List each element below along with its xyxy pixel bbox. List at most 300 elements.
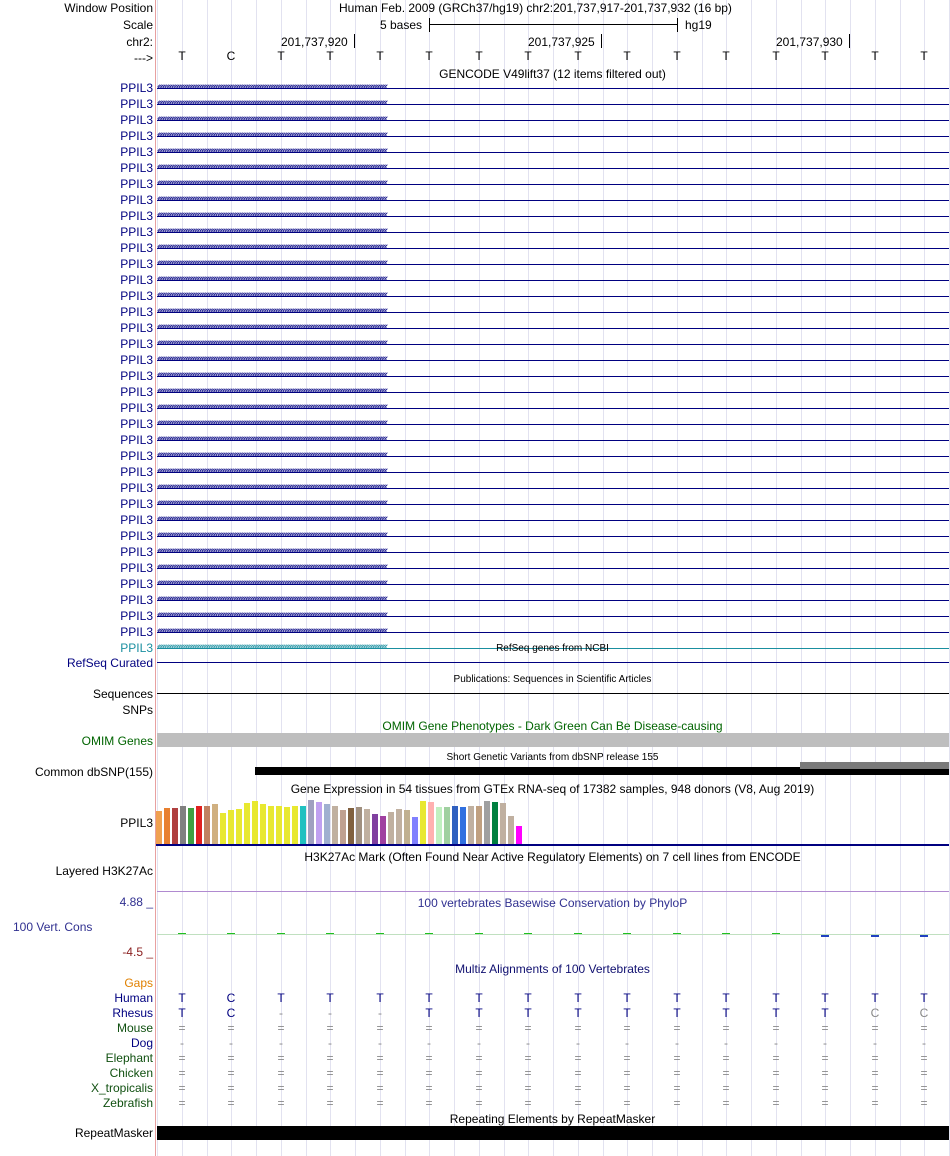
gtex-tissue-bar[interactable]	[396, 809, 402, 844]
gencode-transcript[interactable]	[157, 274, 949, 286]
strand-arrows: ‹‹‹‹‹‹‹‹‹‹‹‹‹‹‹‹‹‹‹‹‹‹‹‹‹‹‹‹‹‹‹‹‹‹‹‹‹‹‹‹‹‹‹‹‹‹‹‹‹‹‹‹‹‹‹‹‹‹‹‹‹‹‹‹‹‹‹‹‹‹‹‹‹‹‹‹‹‹‹‹‹‹‹‹‹‹‹‹‹‹‹‹‹‹‹‹‹‹‹‹‹‹‹‹‹‹‹‹‹‹‹‹‹‹‹‹‹‹‹‹‹‹‹‹‹‹‹‹‹‹	[157, 306, 387, 317]
alignment-base: -	[675, 1036, 679, 1050]
alignment-base: T	[277, 991, 285, 1005]
alignment-base: T	[574, 991, 582, 1005]
gtex-track-title[interactable]: Gene Expression in 54 tissues from GTEx RNA-seq of 17382 samples, 948 donors (V8, Aug 2019)	[290, 782, 815, 796]
gencode-transcript[interactable]	[157, 434, 949, 446]
gencode-gene-label[interactable]: PPIL3	[120, 97, 153, 111]
alignment-base: C	[919, 1006, 929, 1020]
gencode-transcript[interactable]	[157, 194, 949, 206]
alignment-base: =	[376, 1051, 384, 1065]
alignment-base: =	[178, 1096, 186, 1110]
alignment-base: =	[277, 1081, 285, 1095]
gtex-tissue-bar[interactable]	[188, 808, 194, 844]
strand-arrows: ‹‹‹‹‹‹‹‹‹‹‹‹‹‹‹‹‹‹‹‹‹‹‹‹‹‹‹‹‹‹‹‹‹‹‹‹‹‹‹‹‹‹‹‹‹‹‹‹‹‹‹‹‹‹‹‹‹‹‹‹‹‹‹‹‹‹‹‹‹‹‹‹‹‹‹‹‹‹‹‹‹‹‹‹‹‹‹‹‹‹‹‹‹‹‹‹‹‹‹‹‹‹‹‹‹‹‹‹‹‹‹‹‹‹‹‹‹‹‹‹‹‹‹‹‹‹‹‹‹‹	[157, 146, 387, 157]
gtex-bar-chart[interactable]	[156, 797, 556, 844]
gencode-transcript[interactable]	[157, 114, 949, 126]
alignment-base: =	[376, 1096, 384, 1110]
gtex-tissue-bar[interactable]	[508, 816, 514, 844]
publications-label[interactable]: Sequences	[92, 687, 153, 701]
alignment-base: =	[524, 1021, 532, 1035]
alignment-base: =	[376, 1066, 384, 1080]
strand-arrows: ‹‹‹‹‹‹‹‹‹‹‹‹‹‹‹‹‹‹‹‹‹‹‹‹‹‹‹‹‹‹‹‹‹‹‹‹‹‹‹‹‹‹‹‹‹‹‹‹‹‹‹‹‹‹‹‹‹‹‹‹‹‹‹‹‹‹‹‹‹‹‹‹‹‹‹‹‹‹‹‹‹‹‹‹‹‹‹‹‹‹‹‹‹‹‹‹‹‹‹‹‹‹‹‹‹‹‹‹‹‹‹‹‹‹‹‹‹‹‹‹‹‹‹‹‹‹‹‹‹‹	[157, 642, 387, 653]
gtex-tissue-bar[interactable]	[364, 809, 370, 844]
alignment-base: =	[425, 1081, 433, 1095]
gencode-gene-label[interactable]: PPIL3	[120, 465, 153, 479]
alignment-base: =	[178, 1051, 186, 1065]
strand-arrows: ‹‹‹‹‹‹‹‹‹‹‹‹‹‹‹‹‹‹‹‹‹‹‹‹‹‹‹‹‹‹‹‹‹‹‹‹‹‹‹‹‹‹‹‹‹‹‹‹‹‹‹‹‹‹‹‹‹‹‹‹‹‹‹‹‹‹‹‹‹‹‹‹‹‹‹‹‹‹‹‹‹‹‹‹‹‹‹‹‹‹‹‹‹‹‹‹‹‹‹‹‹‹‹‹‹‹‹‹‹‹‹‹‹‹‹‹‹‹‹‹‹‹‹‹‹‹‹‹‹‹	[157, 466, 387, 477]
gtex-tissue-bar[interactable]	[220, 813, 226, 844]
multiz-species-label[interactable]: Rhesus	[112, 1006, 153, 1020]
gencode-transcript[interactable]	[157, 242, 949, 254]
alignment-base: =	[920, 1066, 928, 1080]
gencode-gene-label[interactable]: PPIL3	[120, 273, 153, 287]
gencode-transcript[interactable]	[157, 514, 949, 526]
alignment-base: -	[774, 1036, 778, 1050]
gencode-transcript[interactable]	[157, 498, 949, 510]
gencode-gene-label[interactable]: PPIL3	[120, 241, 153, 255]
strand-arrows: ‹‹‹‹‹‹‹‹‹‹‹‹‹‹‹‹‹‹‹‹‹‹‹‹‹‹‹‹‹‹‹‹‹‹‹‹‹‹‹‹‹‹‹‹‹‹‹‹‹‹‹‹‹‹‹‹‹‹‹‹‹‹‹‹‹‹‹‹‹‹‹‹‹‹‹‹‹‹‹‹‹‹‹‹‹‹‹‹‹‹‹‹‹‹‹‹‹‹‹‹‹‹‹‹‹‹‹‹‹‹‹‹‹‹‹‹‹‹‹‹‹‹‹‹‹‹‹‹‹‹	[157, 562, 387, 573]
gencode-gene-label[interactable]: PPIL3	[120, 257, 153, 271]
gencode-transcript[interactable]	[157, 482, 949, 494]
alignment-base: =	[772, 1051, 780, 1065]
gtex-tissue-bar[interactable]	[420, 801, 426, 844]
refseq-track-title[interactable]: RefSeq genes from NCBI	[496, 643, 609, 654]
gtex-tissue-bar[interactable]	[324, 804, 330, 844]
alignment-base: -	[724, 1036, 728, 1050]
gtex-tissue-bar[interactable]	[228, 810, 234, 844]
gencode-transcript[interactable]	[157, 578, 949, 590]
gtex-tissue-bar[interactable]	[244, 803, 250, 844]
gencode-track-title[interactable]: GENCODE V49lift37 (12 items filtered out)	[439, 67, 666, 81]
gencode-gene-label[interactable]: PPIL3	[120, 289, 153, 303]
gtex-tissue-bar[interactable]	[252, 801, 258, 844]
alignment-base: =	[524, 1051, 532, 1065]
alignment-base: =	[227, 1021, 235, 1035]
gtex-tissue-bar[interactable]	[460, 807, 466, 844]
alignment-base: =	[376, 1021, 384, 1035]
gtex-tissue-bar[interactable]	[492, 802, 498, 844]
phylop-score-mark	[821, 935, 829, 937]
dbsnp-label[interactable]: Common dbSNP(155)	[34, 765, 153, 779]
gencode-transcript[interactable]	[157, 162, 949, 174]
alignment-base: -	[873, 1036, 877, 1050]
gtex-tissue-bar[interactable]	[340, 810, 346, 844]
gencode-gene-label[interactable]: PPIL3	[120, 593, 153, 607]
gencode-gene-label[interactable]: PPIL3	[120, 81, 153, 95]
gtex-tissue-bar[interactable]	[444, 807, 450, 844]
scale-db: hg19	[685, 18, 712, 32]
ruler-tick-label: 201,737,920	[281, 35, 348, 49]
alignment-base: =	[871, 1066, 879, 1080]
gtex-tissue-bar[interactable]	[196, 806, 202, 844]
alignment-base: =	[277, 1066, 285, 1080]
alignment-base: T	[425, 1006, 433, 1020]
image-left-border	[155, 0, 156, 1156]
phylop-zero-line	[157, 934, 949, 935]
gencode-gene-label[interactable]: PPIL3	[120, 177, 153, 191]
assembly-position-text: Human Feb. 2009 (GRCh37/hg19) chr2:201,737,917-201,737,932 (16 bp)	[339, 1, 732, 15]
strand-arrows: ‹‹‹‹‹‹‹‹‹‹‹‹‹‹‹‹‹‹‹‹‹‹‹‹‹‹‹‹‹‹‹‹‹‹‹‹‹‹‹‹‹‹‹‹‹‹‹‹‹‹‹‹‹‹‹‹‹‹‹‹‹‹‹‹‹‹‹‹‹‹‹‹‹‹‹‹‹‹‹‹‹‹‹‹‹‹‹‹‹‹‹‹‹‹‹‹‹‹‹‹‹‹‹‹‹‹‹‹‹‹‹‹‹‹‹‹‹‹‹‹‹‹‹‹‹‹‹‹‹‹	[157, 498, 387, 509]
gencode-gene-label[interactable]: PPIL3	[120, 161, 153, 175]
strand-arrows: ‹‹‹‹‹‹‹‹‹‹‹‹‹‹‹‹‹‹‹‹‹‹‹‹‹‹‹‹‹‹‹‹‹‹‹‹‹‹‹‹‹‹‹‹‹‹‹‹‹‹‹‹‹‹‹‹‹‹‹‹‹‹‹‹‹‹‹‹‹‹‹‹‹‹‹‹‹‹‹‹‹‹‹‹‹‹‹‹‹‹‹‹‹‹‹‹‹‹‹‹‹‹‹‹‹‹‹‹‹‹‹‹‹‹‹‹‹‹‹‹‹‹‹‹‹‹‹‹‹‹	[157, 290, 387, 301]
phylop-track-title[interactable]: 100 vertebrates Basewise Conservation by PhyloP	[417, 896, 688, 910]
strand-arrows: ‹‹‹‹‹‹‹‹‹‹‹‹‹‹‹‹‹‹‹‹‹‹‹‹‹‹‹‹‹‹‹‹‹‹‹‹‹‹‹‹‹‹‹‹‹‹‹‹‹‹‹‹‹‹‹‹‹‹‹‹‹‹‹‹‹‹‹‹‹‹‹‹‹‹‹‹‹‹‹‹‹‹‹‹‹‹‹‹‹‹‹‹‹‹‹‹‹‹‹‹‹‹‹‹‹‹‹‹‹‹‹‹‹‹‹‹‹‹‹‹‹‹‹‹‹‹‹‹‹‹	[157, 418, 387, 429]
publications-track-title[interactable]: Publications: Sequences in Scientific Articles	[453, 674, 652, 685]
strand-arrows: ‹‹‹‹‹‹‹‹‹‹‹‹‹‹‹‹‹‹‹‹‹‹‹‹‹‹‹‹‹‹‹‹‹‹‹‹‹‹‹‹‹‹‹‹‹‹‹‹‹‹‹‹‹‹‹‹‹‹‹‹‹‹‹‹‹‹‹‹‹‹‹‹‹‹‹‹‹‹‹‹‹‹‹‹‹‹‹‹‹‹‹‹‹‹‹‹‹‹‹‹‹‹‹‹‹‹‹‹‹‹‹‹‹‹‹‹‹‹‹‹‹‹‹‹‹‹‹‹‹‹	[157, 578, 387, 589]
gencode-transcript[interactable]	[157, 306, 949, 318]
gencode-gene-label[interactable]: PPIL3	[120, 385, 153, 399]
gencode-gene-label[interactable]: PPIL3	[120, 305, 153, 319]
gtex-tissue-bar[interactable]	[404, 810, 410, 844]
gencode-transcript[interactable]	[157, 610, 949, 622]
strand-arrows: ‹‹‹‹‹‹‹‹‹‹‹‹‹‹‹‹‹‹‹‹‹‹‹‹‹‹‹‹‹‹‹‹‹‹‹‹‹‹‹‹‹‹‹‹‹‹‹‹‹‹‹‹‹‹‹‹‹‹‹‹‹‹‹‹‹‹‹‹‹‹‹‹‹‹‹‹‹‹‹‹‹‹‹‹‹‹‹‹‹‹‹‹‹‹‹‹‹‹‹‹‹‹‹‹‹‹‹‹‹‹‹‹‹‹‹‹‹‹‹‹‹‹‹‹‹‹‹‹‹‹	[157, 242, 387, 253]
base-letter: T	[277, 49, 285, 63]
strand-arrows: ‹‹‹‹‹‹‹‹‹‹‹‹‹‹‹‹‹‹‹‹‹‹‹‹‹‹‹‹‹‹‹‹‹‹‹‹‹‹‹‹‹‹‹‹‹‹‹‹‹‹‹‹‹‹‹‹‹‹‹‹‹‹‹‹‹‹‹‹‹‹‹‹‹‹‹‹‹‹‹‹‹‹‹‹‹‹‹‹‹‹‹‹‹‹‹‹‹‹‹‹‹‹‹‹‹‹‹‹‹‹‹‹‹‹‹‹‹‹‹‹‹‹‹‹‹‹‹‹‹‹	[157, 82, 387, 93]
alignment-base: -	[378, 1036, 382, 1050]
base-letter: T	[524, 49, 532, 63]
base-letter: T	[722, 49, 730, 63]
alignment-base: =	[574, 1096, 582, 1110]
gtex-tissue-bar[interactable]	[156, 811, 162, 844]
h3k27ac-baseline	[157, 891, 949, 892]
base-letter: T	[475, 49, 483, 63]
multiz-species-label[interactable]: Elephant	[105, 1051, 153, 1065]
gencode-transcript[interactable]	[157, 594, 949, 606]
gtex-tissue-bar[interactable]	[388, 812, 394, 844]
gencode-transcript[interactable]	[157, 626, 949, 638]
omim-label[interactable]: OMIM Genes	[81, 734, 153, 748]
base-letter: T	[871, 49, 879, 63]
gencode-gene-label[interactable]: PPIL3	[120, 193, 153, 207]
gencode-transcript[interactable]	[157, 98, 949, 110]
alignment-base: =	[821, 1081, 829, 1095]
gencode-gene-label[interactable]: PPIL3	[120, 449, 153, 463]
gencode-transcript[interactable]	[157, 338, 949, 350]
gtex-tissue-bar[interactable]	[372, 814, 378, 844]
strand-arrows: ‹‹‹‹‹‹‹‹‹‹‹‹‹‹‹‹‹‹‹‹‹‹‹‹‹‹‹‹‹‹‹‹‹‹‹‹‹‹‹‹‹‹‹‹‹‹‹‹‹‹‹‹‹‹‹‹‹‹‹‹‹‹‹‹‹‹‹‹‹‹‹‹‹‹‹‹‹‹‹‹‹‹‹‹‹‹‹‹‹‹‹‹‹‹‹‹‹‹‹‹‹‹‹‹‹‹‹‹‹‹‹‹‹‹‹‹‹‹‹‹‹‹‹‹‹‹‹‹‹‹	[157, 194, 387, 205]
base-letter: T	[821, 49, 829, 63]
alignment-base: =	[772, 1096, 780, 1110]
alignment-base: =	[524, 1081, 532, 1095]
base-letter: T	[920, 49, 928, 63]
alignment-base: =	[326, 1051, 334, 1065]
alignment-base: T	[475, 1006, 483, 1020]
ruler-tick-label: 201,737,930	[776, 35, 843, 49]
alignment-base: -	[279, 1006, 283, 1020]
alignment-base: =	[524, 1066, 532, 1080]
gencode-gene-label[interactable]: PPIL3	[120, 561, 153, 575]
multiz-species-label[interactable]: Chicken	[109, 1066, 153, 1080]
gtex-tissue-bar[interactable]	[356, 807, 362, 844]
alignment-base: =	[425, 1096, 433, 1110]
alignment-base: -	[378, 1006, 382, 1020]
base-letter: T	[772, 49, 780, 63]
base-letter: C	[226, 49, 236, 63]
repeatmasker-track-title[interactable]: Repeating Elements by RepeatMasker	[449, 1112, 656, 1126]
strand-arrows: ‹‹‹‹‹‹‹‹‹‹‹‹‹‹‹‹‹‹‹‹‹‹‹‹‹‹‹‹‹‹‹‹‹‹‹‹‹‹‹‹‹‹‹‹‹‹‹‹‹‹‹‹‹‹‹‹‹‹‹‹‹‹‹‹‹‹‹‹‹‹‹‹‹‹‹‹‹‹‹‹‹‹‹‹‹‹‹‹‹‹‹‹‹‹‹‹‹‹‹‹‹‹‹‹‹‹‹‹‹‹‹‹‹‹‹‹‹‹‹‹‹‹‹‹‹‹‹‹‹‹	[157, 626, 387, 637]
alignment-base: =	[178, 1081, 186, 1095]
strand-arrows: ‹‹‹‹‹‹‹‹‹‹‹‹‹‹‹‹‹‹‹‹‹‹‹‹‹‹‹‹‹‹‹‹‹‹‹‹‹‹‹‹‹‹‹‹‹‹‹‹‹‹‹‹‹‹‹‹‹‹‹‹‹‹‹‹‹‹‹‹‹‹‹‹‹‹‹‹‹‹‹‹‹‹‹‹‹‹‹‹‹‹‹‹‹‹‹‹‹‹‹‹‹‹‹‹‹‹‹‹‹‹‹‹‹‹‹‹‹‹‹‹‹‹‹‹‹‹‹‹‹‹	[157, 98, 387, 109]
scale-text: 5 bases	[380, 18, 423, 32]
alignment-base: -	[823, 1036, 827, 1050]
gtex-label[interactable]: PPIL3	[120, 816, 153, 830]
alignment-base: =	[623, 1021, 631, 1035]
gencode-gene-label[interactable]: PPIL3	[120, 545, 153, 559]
gencode-gene-label[interactable]: PPIL3	[120, 417, 153, 431]
gtex-tissue-bar[interactable]	[436, 807, 442, 844]
alignment-base: =	[524, 1096, 532, 1110]
multiz-species-label[interactable]: X_tropicalis	[90, 1081, 153, 1095]
alignment-base: =	[277, 1051, 285, 1065]
gencode-gene-label[interactable]: PPIL3	[120, 497, 153, 511]
window-position-label: Window Position	[64, 1, 153, 15]
gencode-transcript[interactable]	[157, 210, 949, 222]
strand-arrows: ‹‹‹‹‹‹‹‹‹‹‹‹‹‹‹‹‹‹‹‹‹‹‹‹‹‹‹‹‹‹‹‹‹‹‹‹‹‹‹‹‹‹‹‹‹‹‹‹‹‹‹‹‹‹‹‹‹‹‹‹‹‹‹‹‹‹‹‹‹‹‹‹‹‹‹‹‹‹‹‹‹‹‹‹‹‹‹‹‹‹‹‹‹‹‹‹‹‹‹‹‹‹‹‹‹‹‹‹‹‹‹‹‹‹‹‹‹‹‹‹‹‹‹‹‹‹‹‹‹‹	[157, 370, 387, 381]
strand-arrows: ‹‹‹‹‹‹‹‹‹‹‹‹‹‹‹‹‹‹‹‹‹‹‹‹‹‹‹‹‹‹‹‹‹‹‹‹‹‹‹‹‹‹‹‹‹‹‹‹‹‹‹‹‹‹‹‹‹‹‹‹‹‹‹‹‹‹‹‹‹‹‹‹‹‹‹‹‹‹‹‹‹‹‹‹‹‹‹‹‹‹‹‹‹‹‹‹‹‹‹‹‹‹‹‹‹‹‹‹‹‹‹‹‹‹‹‹‹‹‹‹‹‹‹‹‹‹‹‹‹‹	[157, 434, 387, 445]
gtex-tissue-bar[interactable]	[516, 826, 522, 844]
strand-arrows: ‹‹‹‹‹‹‹‹‹‹‹‹‹‹‹‹‹‹‹‹‹‹‹‹‹‹‹‹‹‹‹‹‹‹‹‹‹‹‹‹‹‹‹‹‹‹‹‹‹‹‹‹‹‹‹‹‹‹‹‹‹‹‹‹‹‹‹‹‹‹‹‹‹‹‹‹‹‹‹‹‹‹‹‹‹‹‹‹‹‹‹‹‹‹‹‹‹‹‹‹‹‹‹‹‹‹‹‹‹‹‹‹‹‹‹‹‹‹‹‹‹‹‹‹‹‹‹‹‹‹	[157, 162, 387, 173]
multiz-species-label[interactable]: Human	[114, 991, 153, 1005]
gtex-tissue-bar[interactable]	[172, 808, 178, 844]
omim-bar[interactable]	[157, 733, 949, 747]
multiz-species-label[interactable]: Zebrafish	[102, 1096, 153, 1110]
omim-track-title[interactable]: OMIM Gene Phenotypes - Dark Green Can Be Disease-causing	[382, 719, 723, 733]
gtex-tissue-bar[interactable]	[316, 802, 322, 844]
refseq-label[interactable]: RefSeq Curated	[66, 656, 153, 670]
base-letter: T	[623, 49, 631, 63]
scale-bar	[430, 24, 677, 25]
gencode-gene-label[interactable]: PPIL3	[120, 225, 153, 239]
gtex-tissue-bar[interactable]	[180, 806, 186, 844]
gtex-tissue-bar[interactable]	[452, 806, 458, 844]
gencode-transcript[interactable]	[157, 562, 949, 574]
alignment-base: =	[574, 1081, 582, 1095]
gtex-tissue-bar[interactable]	[292, 806, 298, 844]
dbsnp-variant-bar-2[interactable]	[800, 762, 949, 769]
strand-arrows: ‹‹‹‹‹‹‹‹‹‹‹‹‹‹‹‹‹‹‹‹‹‹‹‹‹‹‹‹‹‹‹‹‹‹‹‹‹‹‹‹‹‹‹‹‹‹‹‹‹‹‹‹‹‹‹‹‹‹‹‹‹‹‹‹‹‹‹‹‹‹‹‹‹‹‹‹‹‹‹‹‹‹‹‹‹‹‹‹‹‹‹‹‹‹‹‹‹‹‹‹‹‹‹‹‹‹‹‹‹‹‹‹‹‹‹‹‹‹‹‹‹‹‹‹‹‹‹‹‹‹	[157, 338, 387, 349]
alignment-base: =	[673, 1081, 681, 1095]
alignment-base: =	[673, 1096, 681, 1110]
alignment-base: =	[821, 1096, 829, 1110]
alignment-base: =	[821, 1051, 829, 1065]
alignment-base: T	[623, 1006, 631, 1020]
alignment-base: =	[920, 1021, 928, 1035]
gencode-gene-label[interactable]: PPIL3	[120, 113, 153, 127]
alignment-base: T	[722, 991, 730, 1005]
alignment-base: T	[821, 991, 829, 1005]
ruler-tick-label: 201,737,925	[528, 35, 595, 49]
gtex-tissue-bar[interactable]	[468, 806, 474, 844]
gencode-gene-label[interactable]: PPIL3	[120, 577, 153, 591]
gtex-tissue-bar[interactable]	[212, 804, 218, 844]
alignment-base: =	[673, 1051, 681, 1065]
alignment-base: -	[922, 1036, 926, 1050]
strand-arrows: ‹‹‹‹‹‹‹‹‹‹‹‹‹‹‹‹‹‹‹‹‹‹‹‹‹‹‹‹‹‹‹‹‹‹‹‹‹‹‹‹‹‹‹‹‹‹‹‹‹‹‹‹‹‹‹‹‹‹‹‹‹‹‹‹‹‹‹‹‹‹‹‹‹‹‹‹‹‹‹‹‹‹‹‹‹‹‹‹‹‹‹‹‹‹‹‹‹‹‹‹‹‹‹‹‹‹‹‹‹‹‹‹‹‹‹‹‹‹‹‹‹‹‹‹‹‹‹‹‹‹	[157, 258, 387, 269]
alignment-base: =	[227, 1051, 235, 1065]
gtex-tissue-bar[interactable]	[236, 809, 242, 844]
alignment-base: T	[673, 991, 681, 1005]
alignment-base: =	[623, 1051, 631, 1065]
strand-arrows: ‹‹‹‹‹‹‹‹‹‹‹‹‹‹‹‹‹‹‹‹‹‹‹‹‹‹‹‹‹‹‹‹‹‹‹‹‹‹‹‹‹‹‹‹‹‹‹‹‹‹‹‹‹‹‹‹‹‹‹‹‹‹‹‹‹‹‹‹‹‹‹‹‹‹‹‹‹‹‹‹‹‹‹‹‹‹‹‹‹‹‹‹‹‹‹‹‹‹‹‹‹‹‹‹‹‹‹‹‹‹‹‹‹‹‹‹‹‹‹‹‹‹‹‹‹‹‹‹‹‹	[157, 322, 387, 333]
gencode-gene-label[interactable]: PPIL3	[120, 401, 153, 415]
gencode-gene-label[interactable]: PPIL3	[120, 625, 153, 639]
alignment-base: C	[870, 1006, 880, 1020]
gencode-transcript[interactable]	[157, 322, 949, 334]
gencode-transcript[interactable]	[157, 226, 949, 238]
alignment-base: =	[722, 1081, 730, 1095]
gencode-transcript[interactable]	[157, 530, 949, 542]
alignment-base: -	[180, 1036, 184, 1050]
ruler-tick	[849, 34, 850, 48]
h3k27ac-label[interactable]: Layered H3K27Ac	[55, 864, 153, 878]
alignment-base: =	[871, 1051, 879, 1065]
gencode-gene-label[interactable]: PPIL3	[120, 129, 153, 143]
strand-arrows: ‹‹‹‹‹‹‹‹‹‹‹‹‹‹‹‹‹‹‹‹‹‹‹‹‹‹‹‹‹‹‹‹‹‹‹‹‹‹‹‹‹‹‹‹‹‹‹‹‹‹‹‹‹‹‹‹‹‹‹‹‹‹‹‹‹‹‹‹‹‹‹‹‹‹‹‹‹‹‹‹‹‹‹‹‹‹‹‹‹‹‹‹‹‹‹‹‹‹‹‹‹‹‹‹‹‹‹‹‹‹‹‹‹‹‹‹‹‹‹‹‹‹‹‹‹‹‹‹‹‹	[157, 274, 387, 285]
alignment-base: T	[574, 1006, 582, 1020]
gtex-tissue-bar[interactable]	[308, 800, 314, 844]
gtex-tissue-bar[interactable]	[348, 808, 354, 844]
gencode-transcript[interactable]	[157, 146, 949, 158]
gencode-gene-label[interactable]: PPIL3	[120, 513, 153, 527]
gtex-tissue-bar[interactable]	[380, 816, 386, 844]
gencode-gene-label[interactable]: PPIL3	[120, 145, 153, 159]
multiz-track-title[interactable]: Multiz Alignments of 100 Vertebrates	[455, 962, 650, 976]
gencode-transcript[interactable]	[157, 290, 949, 302]
alignment-base: -	[328, 1006, 332, 1020]
alignment-base: =	[574, 1051, 582, 1065]
alignment-base: T	[425, 991, 433, 1005]
strand-arrows: ‹‹‹‹‹‹‹‹‹‹‹‹‹‹‹‹‹‹‹‹‹‹‹‹‹‹‹‹‹‹‹‹‹‹‹‹‹‹‹‹‹‹‹‹‹‹‹‹‹‹‹‹‹‹‹‹‹‹‹‹‹‹‹‹‹‹‹‹‹‹‹‹‹‹‹‹‹‹‹‹‹‹‹‹‹‹‹‹‹‹‹‹‹‹‹‹‹‹‹‹‹‹‹‹‹‹‹‹‹‹‹‹‹‹‹‹‹‹‹‹‹‹‹‹‹‹‹‹‹‹	[157, 130, 387, 141]
gencode-transcript[interactable]	[157, 178, 949, 190]
strand-arrows: ‹‹‹‹‹‹‹‹‹‹‹‹‹‹‹‹‹‹‹‹‹‹‹‹‹‹‹‹‹‹‹‹‹‹‹‹‹‹‹‹‹‹‹‹‹‹‹‹‹‹‹‹‹‹‹‹‹‹‹‹‹‹‹‹‹‹‹‹‹‹‹‹‹‹‹‹‹‹‹‹‹‹‹‹‹‹‹‹‹‹‹‹‹‹‹‹‹‹‹‹‹‹‹‹‹‹‹‹‹‹‹‹‹‹‹‹‹‹‹‹‹‹‹‹‹‹‹‹‹‹	[157, 226, 387, 237]
multiz-species-label[interactable]: Dog	[130, 1036, 153, 1050]
gtex-tissue-bar[interactable]	[204, 806, 210, 844]
gencode-gene-label[interactable]: PPIL3	[120, 529, 153, 543]
alignment-base: =	[722, 1066, 730, 1080]
gtex-gene-line[interactable]	[156, 844, 949, 846]
alignment-base: C	[226, 1006, 236, 1020]
alignment-base: T	[475, 991, 483, 1005]
alignment-base: T	[722, 1006, 730, 1020]
alignment-base: =	[425, 1066, 433, 1080]
alignment-base: -	[229, 1036, 233, 1050]
alignment-base: -	[526, 1036, 530, 1050]
alignment-base: =	[772, 1081, 780, 1095]
gtex-tissue-bar[interactable]	[284, 807, 290, 844]
alignment-base: =	[227, 1066, 235, 1080]
strand-arrows: ‹‹‹‹‹‹‹‹‹‹‹‹‹‹‹‹‹‹‹‹‹‹‹‹‹‹‹‹‹‹‹‹‹‹‹‹‹‹‹‹‹‹‹‹‹‹‹‹‹‹‹‹‹‹‹‹‹‹‹‹‹‹‹‹‹‹‹‹‹‹‹‹‹‹‹‹‹‹‹‹‹‹‹‹‹‹‹‹‹‹‹‹‹‹‹‹‹‹‹‹‹‹‹‹‹‹‹‹‹‹‹‹‹‹‹‹‹‹‹‹‹‹‹‹‹‹‹‹‹‹	[157, 354, 387, 365]
gencode-transcript[interactable]	[157, 258, 949, 270]
gencode-transcript[interactable]	[157, 354, 949, 366]
gtex-tissue-bar[interactable]	[500, 803, 506, 844]
alignment-base: T	[623, 991, 631, 1005]
strand-arrows: ‹‹‹‹‹‹‹‹‹‹‹‹‹‹‹‹‹‹‹‹‹‹‹‹‹‹‹‹‹‹‹‹‹‹‹‹‹‹‹‹‹‹‹‹‹‹‹‹‹‹‹‹‹‹‹‹‹‹‹‹‹‹‹‹‹‹‹‹‹‹‹‹‹‹‹‹‹‹‹‹‹‹‹‹‹‹‹‹‹‹‹‹‹‹‹‹‹‹‹‹‹‹‹‹‹‹‹‹‹‹‹‹‹‹‹‹‹‹‹‹‹‹‹‹‹‹‹‹‹‹	[157, 482, 387, 493]
alignment-base: =	[326, 1021, 334, 1035]
alignment-base: -	[477, 1036, 481, 1050]
gencode-gene-label[interactable]: PPIL3	[120, 641, 153, 655]
dbsnp-track-title[interactable]: Short Genetic Variants from dbSNP release 155	[446, 752, 659, 763]
phylop-min: -4.5 _	[122, 945, 153, 959]
gencode-transcript[interactable]	[157, 402, 949, 414]
alignment-base: =	[920, 1096, 928, 1110]
publications-line[interactable]	[157, 693, 949, 694]
gaps-label: Gaps	[124, 976, 153, 990]
alignment-base: T	[326, 991, 334, 1005]
repeatmasker-label[interactable]: RepeatMasker	[74, 1126, 153, 1140]
base-letter: T	[425, 49, 433, 63]
gtex-tissue-bar[interactable]	[428, 802, 434, 844]
gencode-gene-label[interactable]: PPIL3	[120, 353, 153, 367]
gencode-transcript[interactable]	[157, 130, 949, 142]
gtex-tissue-bar[interactable]	[268, 806, 274, 844]
gtex-tissue-bar[interactable]	[476, 806, 482, 844]
alignment-base: T	[376, 991, 384, 1005]
gencode-gene-label[interactable]: PPIL3	[120, 321, 153, 335]
alignment-base: =	[376, 1081, 384, 1095]
gtex-tissue-bar[interactable]	[332, 806, 338, 844]
gencode-transcript[interactable]	[157, 386, 949, 398]
alignment-base: =	[722, 1051, 730, 1065]
alignment-base: -	[279, 1036, 283, 1050]
refseq-line[interactable]	[157, 662, 949, 663]
gtex-tissue-bar[interactable]	[260, 804, 266, 844]
strand-arrows: ‹‹‹‹‹‹‹‹‹‹‹‹‹‹‹‹‹‹‹‹‹‹‹‹‹‹‹‹‹‹‹‹‹‹‹‹‹‹‹‹‹‹‹‹‹‹‹‹‹‹‹‹‹‹‹‹‹‹‹‹‹‹‹‹‹‹‹‹‹‹‹‹‹‹‹‹‹‹‹‹‹‹‹‹‹‹‹‹‹‹‹‹‹‹‹‹‹‹‹‹‹‹‹‹‹‹‹‹‹‹‹‹‹‹‹‹‹‹‹‹‹‹‹‹‹‹‹‹‹‹	[157, 514, 387, 525]
alignment-base: =	[326, 1081, 334, 1095]
repeatmasker-bar[interactable]	[157, 1126, 949, 1140]
multiz-species-label[interactable]: Mouse	[116, 1021, 153, 1035]
gtex-tissue-bar[interactable]	[164, 808, 170, 844]
alignment-base: =	[722, 1021, 730, 1035]
gencode-transcript[interactable]	[157, 82, 949, 94]
alignment-base: =	[772, 1021, 780, 1035]
strand-arrows: ‹‹‹‹‹‹‹‹‹‹‹‹‹‹‹‹‹‹‹‹‹‹‹‹‹‹‹‹‹‹‹‹‹‹‹‹‹‹‹‹‹‹‹‹‹‹‹‹‹‹‹‹‹‹‹‹‹‹‹‹‹‹‹‹‹‹‹‹‹‹‹‹‹‹‹‹‹‹‹‹‹‹‹‹‹‹‹‹‹‹‹‹‹‹‹‹‹‹‹‹‹‹‹‹‹‹‹‹‹‹‹‹‹‹‹‹‹‹‹‹‹‹‹‹‹‹‹‹‹‹	[157, 546, 387, 557]
h3k27ac-track-title[interactable]: H3K27Ac Mark (Often Found Near Active Regulatory Elements) on 7 cell lines from ENCODE	[304, 850, 801, 864]
gencode-gene-label[interactable]: PPIL3	[120, 209, 153, 223]
strand-arrows: ‹‹‹‹‹‹‹‹‹‹‹‹‹‹‹‹‹‹‹‹‹‹‹‹‹‹‹‹‹‹‹‹‹‹‹‹‹‹‹‹‹‹‹‹‹‹‹‹‹‹‹‹‹‹‹‹‹‹‹‹‹‹‹‹‹‹‹‹‹‹‹‹‹‹‹‹‹‹‹‹‹‹‹‹‹‹‹‹‹‹‹‹‹‹‹‹‹‹‹‹‹‹‹‹‹‹‹‹‹‹‹‹‹‹‹‹‹‹‹‹‹‹‹‹‹‹‹‹‹‹	[157, 530, 387, 541]
alignment-base: -	[576, 1036, 580, 1050]
gencode-transcript[interactable]	[157, 450, 949, 462]
gtex-tissue-bar[interactable]	[300, 806, 306, 844]
alignment-base: T	[920, 991, 928, 1005]
gencode-gene-label[interactable]: PPIL3	[120, 369, 153, 383]
gtex-tissue-bar[interactable]	[276, 806, 282, 844]
phylop-label[interactable]: 100 Vert. Cons	[13, 920, 93, 934]
alignment-base: T	[178, 991, 186, 1005]
alignment-base: =	[623, 1081, 631, 1095]
alignment-base: =	[772, 1066, 780, 1080]
gencode-gene-label[interactable]: PPIL3	[120, 481, 153, 495]
alignment-base: =	[623, 1096, 631, 1110]
gtex-tissue-bar[interactable]	[412, 817, 418, 844]
gencode-transcript[interactable]	[157, 418, 949, 430]
gencode-transcript[interactable]	[157, 546, 949, 558]
snps-label[interactable]: SNPs	[122, 703, 153, 717]
strand-arrows: ‹‹‹‹‹‹‹‹‹‹‹‹‹‹‹‹‹‹‹‹‹‹‹‹‹‹‹‹‹‹‹‹‹‹‹‹‹‹‹‹‹‹‹‹‹‹‹‹‹‹‹‹‹‹‹‹‹‹‹‹‹‹‹‹‹‹‹‹‹‹‹‹‹‹‹‹‹‹‹‹‹‹‹‹‹‹‹‹‹‹‹‹‹‹‹‹‹‹‹‹‹‹‹‹‹‹‹‹‹‹‹‹‹‹‹‹‹‹‹‹‹‹‹‹‹‹‹‹‹‹	[157, 610, 387, 621]
gtex-tissue-bar[interactable]	[484, 801, 490, 844]
gencode-transcript[interactable]	[157, 466, 949, 478]
gencode-gene-label[interactable]: PPIL3	[120, 337, 153, 351]
alignment-base: =	[623, 1066, 631, 1080]
gencode-gene-label[interactable]: PPIL3	[120, 609, 153, 623]
alignment-base: =	[673, 1066, 681, 1080]
alignment-base: =	[227, 1081, 235, 1095]
alignment-base: =	[277, 1021, 285, 1035]
gencode-transcript[interactable]	[157, 370, 949, 382]
ruler-tick	[601, 34, 602, 48]
alignment-base: =	[326, 1066, 334, 1080]
gencode-gene-label[interactable]: PPIL3	[120, 433, 153, 447]
